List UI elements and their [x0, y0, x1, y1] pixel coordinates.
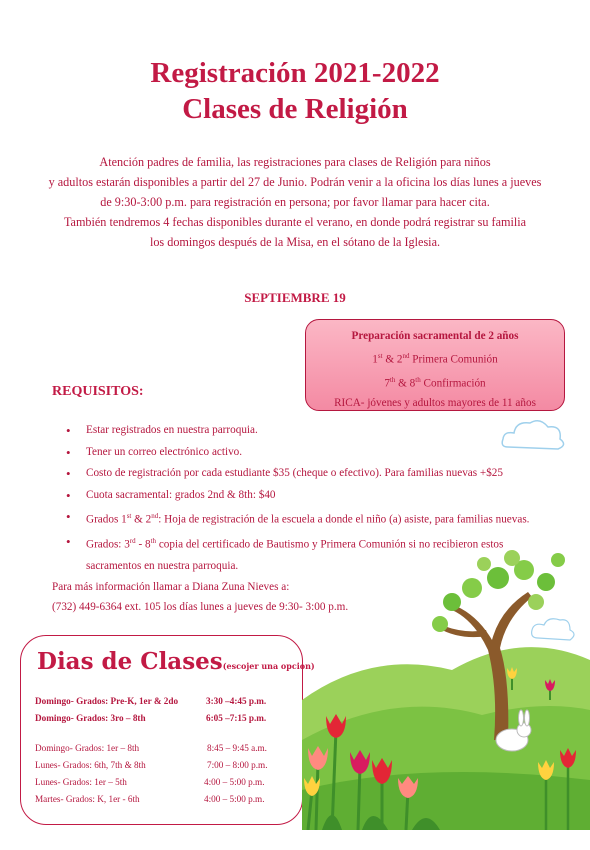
class-days-box: Dias de Clases(escojer una opcion) Domingo- Grados: Pre-K, 1er & 2do 3:30 –4:45 p.m. Domingo- Grados: 3ro – 8th 6:05 –7:15 p.m. Domingo- Grados: 1er – 8th 8:45 – 9:45 a.m. Lunes- Grados: 6th, 7th & 8th 7:00 – 8:00 p.m. Lunes- Grados: 1er – 5th 4:00 – 5:00 p.m. Martes- Grados: K, 1er - 6th 4:00 – 5:00 p.m. [20, 635, 303, 825]
cloud-icon [532, 619, 574, 640]
intro-line: los domingos después de la Misa, en el sótano de la Iglesia. [149, 235, 441, 249]
intro-line: y adultos estarán disponibles a partir del 27 de Junio. Podrán venir a la oficina los días lunes a jueves [48, 175, 542, 189]
list-item: • Grados 1st & 2nd: Hoja de registración de la escuela a donde el niño (a) asiste, para familias nuevas. [64, 506, 574, 531]
prep-line-rica: RICA- jóvenes y adultos mayores de 11 años [334, 397, 536, 410]
page-subtitle: Clases de Religión [182, 93, 408, 125]
intro-line: de 9:30-3:00 p.m. para registración en persona; por favor llamar para hacer cita. [100, 195, 490, 209]
intro-paragraph [30, 152, 560, 252]
list-item: • Tener un correo electrónico activo. [64, 442, 574, 464]
september-date: SEPTIEMBRE 19 [244, 290, 346, 305]
page-title: Registración 2021-2022 [150, 57, 440, 89]
requirements-heading: REQUISITOS: [52, 384, 144, 399]
prep-line-confirmation: 7th & 8th Confirmación [384, 375, 486, 390]
prep-heading: Preparación sacramental de 2 años [351, 330, 519, 342]
contact-line: (732) 449-6364 ext. 105 los días lunes a jueves de 9:30- 3:00 p.m. [52, 601, 349, 613]
contact-line: Para más información llamar a Diana Zuna Nieves a: [52, 581, 290, 593]
class-days-title: Dias de Clases(escojer una opcion) [37, 648, 315, 675]
list-item: • Grados: 3rd - 8th copia del certificado de Bautismo y Primera Comunión si no recibieron estos sacramentos en nuestra parroquia. [64, 531, 574, 578]
list-item: • Cuota sacramental: grados 2nd & 8th: $40 [64, 485, 574, 507]
spring-illustration [302, 540, 590, 830]
sacramental-prep-box [305, 319, 565, 411]
class-days-subtitle: (escojer una opcion) [222, 661, 315, 671]
list-item: • Costo de registración por cada estudiante $35 (cheque o efectivo). Para familias nuevas +$25 [64, 463, 574, 485]
list-item: • Estar registrados en nuestra parroquia. [64, 420, 574, 442]
intro-line: También tendremos 4 fechas disponibles durante el verano, en donde podrá registrar su familia [63, 215, 527, 229]
intro-line: Atención padres de familia, las registraciones para clases de Religión para niños [99, 155, 491, 169]
cloud-icon [500, 415, 570, 455]
prep-line-communion: 1st & 2nd Primera Comunión [372, 352, 498, 366]
